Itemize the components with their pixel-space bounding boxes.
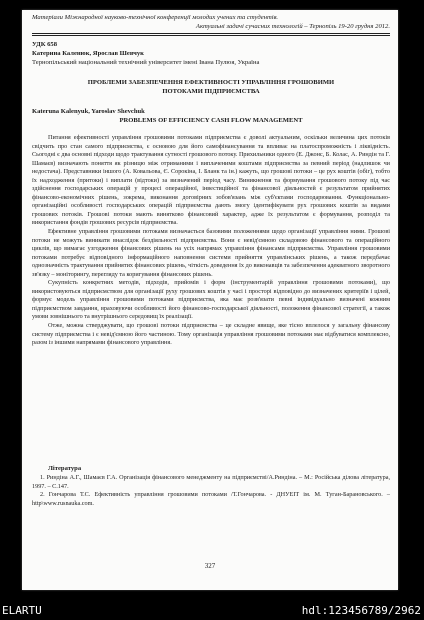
footer-bar — [0, 601, 424, 620]
header-rule-double — [32, 35, 390, 36]
reference-item: 2. Гончарова Т.С. Ефективність управління грошовими потоками /Т.Гончарова. - ДНУЕІТ ім. М. Туган-Барановського. – http\www.rusnauka.com. — [32, 491, 390, 507]
title-en: PROBLEMS OF EFFICIENCY CASH FLOW MANAGEMENT — [119, 117, 303, 124]
article-body — [32, 134, 390, 348]
page-number: 327 — [204, 562, 216, 570]
paragraph: Сукупність конкретних методів, підходів, прийомів і форм (інструментарій управління грошовими потоками), що використовуються підприємством для організації руху грошових коштів у часі і просторі відповідно до визначених критеріїв і цілей, формує модель управління грошовими потоками підприємства, яка має розв'язати певні індивідуально визначені кожним підприємством завдання, враховуючи особливості його фінансово-господарської діяльності, положення фінансової стратегії, а також умови зовнішнього та внутрішнього середовищ їх реалізації. — [32, 279, 390, 321]
reference-item: 1. Риндіна А.Г., Шамаєв Г.А. Організація фінансового менеджменту на підприємстві/А.Риндіна. – М.: Російська ділова література, 1997. – С.147. — [32, 474, 390, 490]
header-line-2: Актуальні задачі сучасних технологій – Тернопіль 19-20 грудня 2012. — [195, 22, 390, 30]
paragraph: Питання ефективності управління грошовими потоками підприємства є доволі актуальним, оскільки величина цих потоків свідчить про стан самого підприємства, є основою для його самофінансування та впливає на платоспроможність і ліквідність. Сьогодні є два основні підходи щодо трактування сутності грошового потоку. Прихильники одного (Е. Джонс, Б. Колас, А. Риндін та Г. Шамаєв) визначають поняття як різницю між отриманими і виплаченими коштами підприємства за певний період (надлишок чи недостача). Представники іншого (А. Ковальова, Є. Сорокіна, І. Бланк та ін.) кажуть, що грошові потоки – це рух коштів (обіг), тобто їх надходження (притоки) і виплати (відтоки) за визначений період часу. Виникнення та формування грошового потоку під час здійснення господарських операцій у процесі операційної, інвестиційної та фінансової діяльностей є результатом прийнятих фінансово-економічних рішень, зокрема, виконання договірних зобов'язань між суб'єктами господарювання. Функціонально-організаційні особливості господарських операцій підприємства дають змогу ідентифікувати рух грошових коштів за видами грошових потоків. Грошові потоки мають винятково фінансовий характер, адже їх результатом є формування, розподіл та використання фондів грошових ресурсів підприємства. — [32, 134, 390, 227]
authors-en: Kateruna Kalenyuk, Yaroslav Shevchuk — [32, 108, 145, 115]
header-line-1: Матеріали Міжнародної науково-технічної конференції молодих учених та студентів. — [32, 14, 279, 21]
title-ua-line-1: ПРОБЛЕМИ ЗАБЕЗПЕЧЕННЯ ЕФЕКТИВНОСТІ УПРАВЛІННЯ ГРОШОВИМИ — [87, 79, 335, 86]
title-ua-line-2: ПОТОКАМИ ПІДПРИЄМСТВА — [162, 88, 260, 95]
udc-code: УДК 658 — [32, 41, 58, 48]
document-page — [22, 10, 398, 590]
affiliation: Тернопільський національний технічний університет імені Івана Пулюя, Україна — [32, 59, 260, 66]
reference-list — [32, 474, 390, 508]
authors-ua: Катерина Каленюк, Ярослав Шевчук — [32, 50, 144, 57]
conference-header — [32, 14, 390, 31]
paragraph: Отже, можна стверджувати, що грошові потоки підприємства – це складне явище, яке тісно вплелося у загальну фінансову систему підприємства і є невід'ємною його частиною. Тому організація управління грошовими потоками має відбуватися комплексно, разом із іншими напрямами фінансового управління. — [32, 322, 390, 347]
handle-identifier: hdl:123456789/2962 — [301, 604, 421, 617]
header-rule — [32, 33, 390, 34]
paragraph: Ефективне управління грошовими потоками визначається базовими положеннями щодо організації управління ними. Грошові потоки не можуть виникати внаслідок бездіяльності підприємства. Вони є невід'ємною складовою фінансового та операційного циклів, що вимагає узгодження фінансових рішень на усіх напрямах управління фінансами підприємства. Управління грошовими потоками потребує відповідного інформаційного наповнення системи прийняття управлінських рішень, а також передбачає однозначність трактування прийнятих фінансових рішень, чіткість доведення їх до виконавців та забезпечення адекватного зворотного зв'язку – моніторингу, перегляду та коригування фінансових рішень. — [32, 228, 390, 278]
repository-label: ELARTU — [2, 604, 42, 617]
literature-heading: Література — [48, 465, 82, 472]
